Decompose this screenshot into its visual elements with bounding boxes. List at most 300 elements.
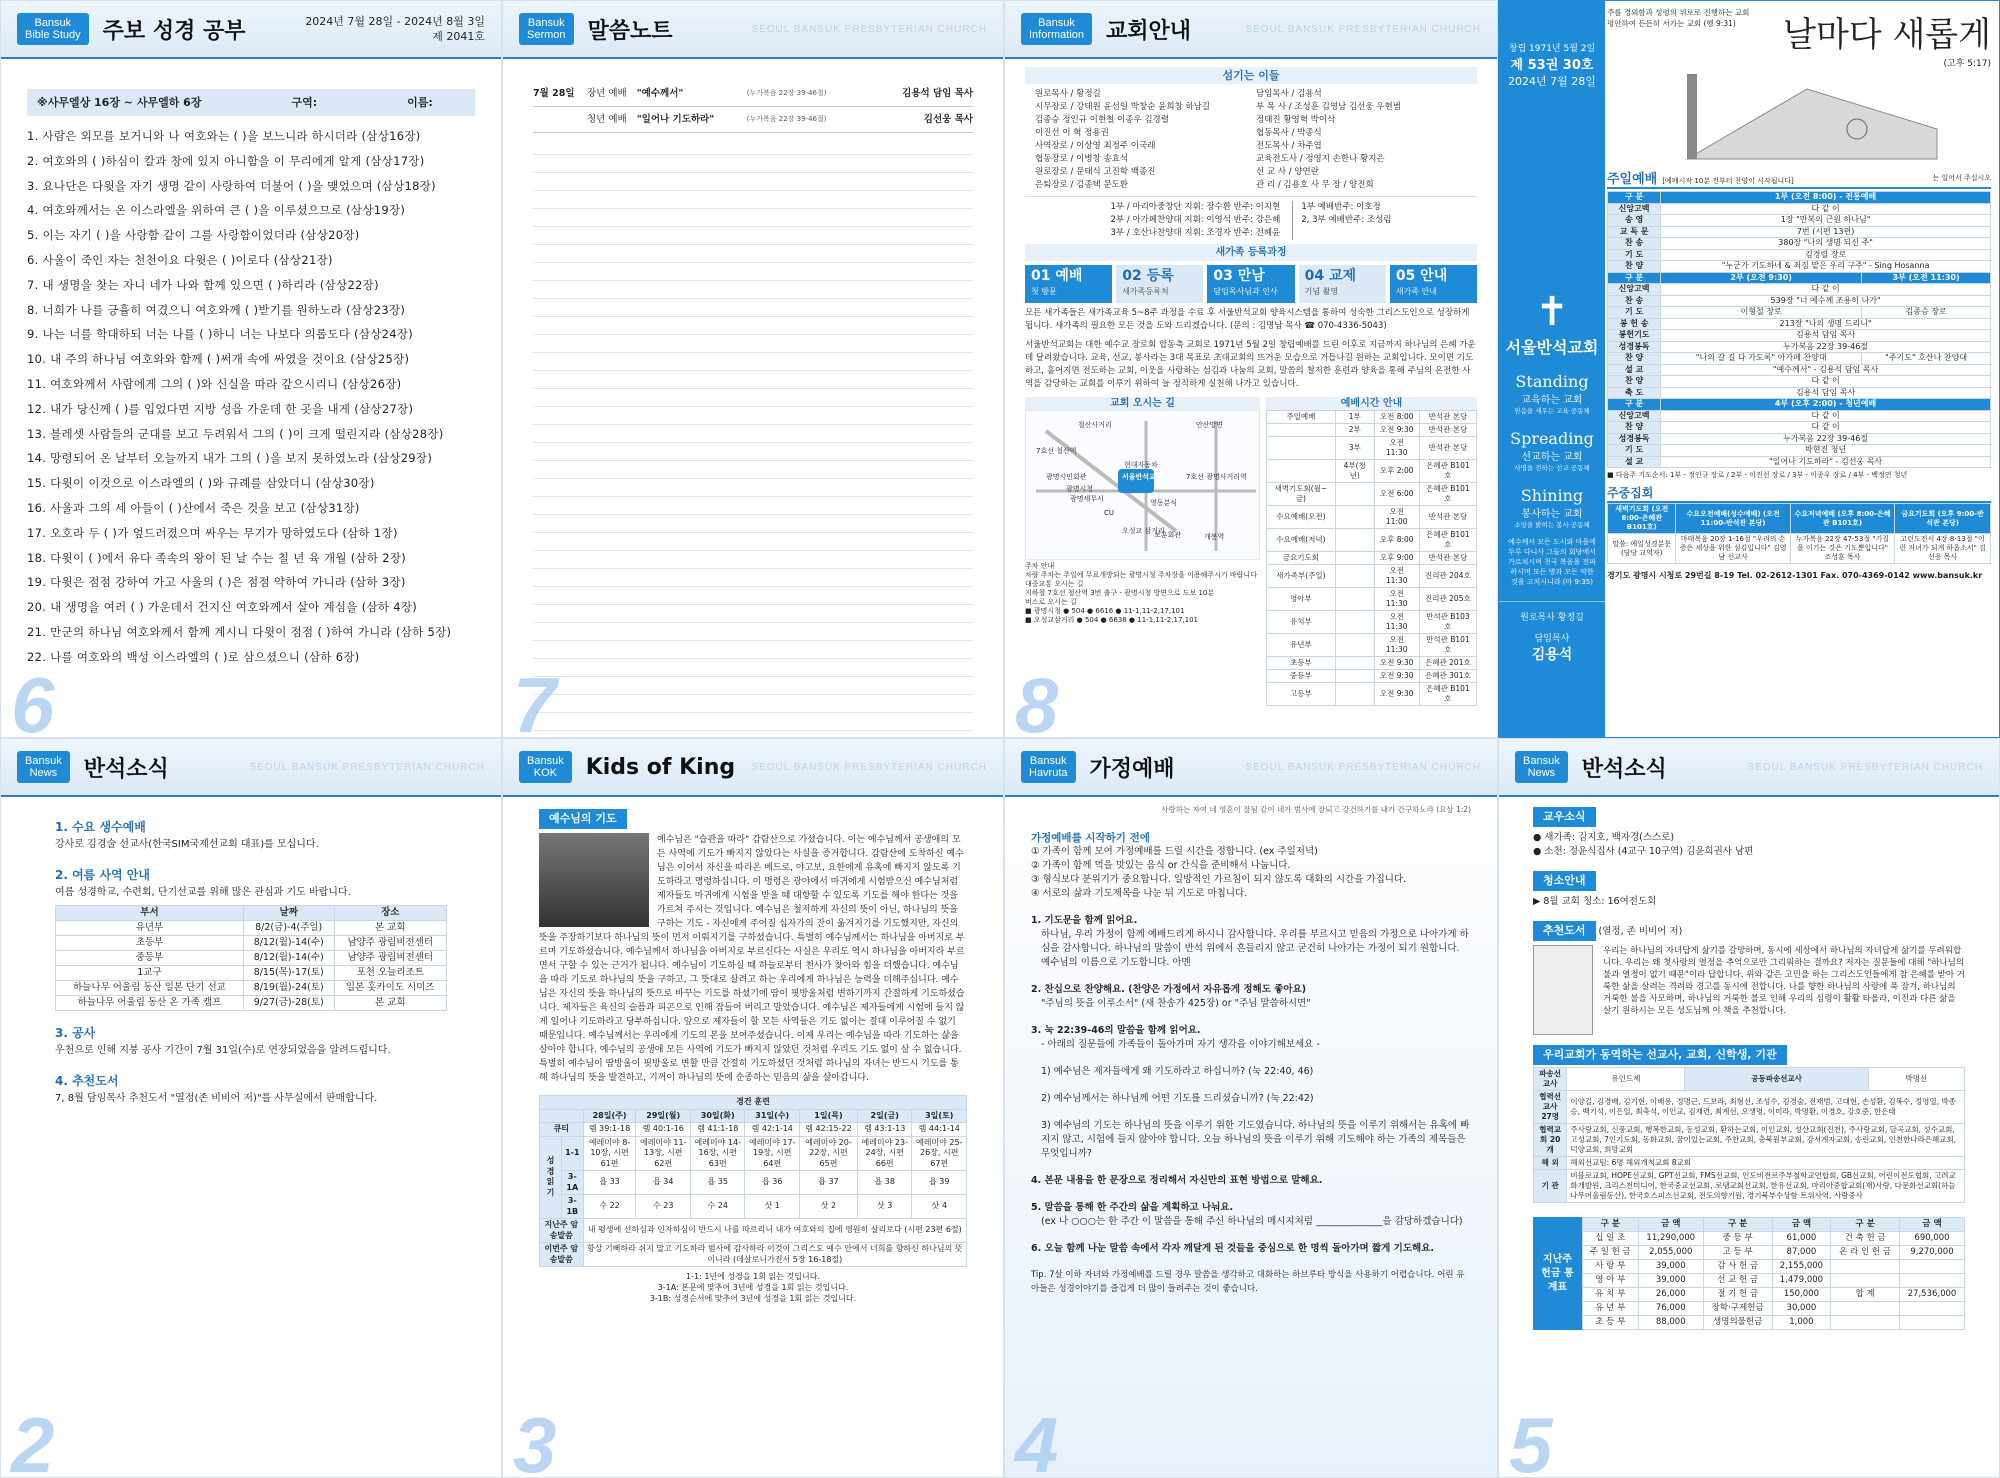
schedule-row [1267, 552, 1477, 565]
schedule-row [1267, 411, 1477, 424]
staff-entry: 부 목 사 / 조성훈 김영남 김선웅 우현범 [1256, 102, 1401, 112]
note-line[interactable] [533, 245, 973, 263]
service-row [1608, 238, 1991, 250]
note-line[interactable] [533, 317, 973, 335]
map-label: 철산사거리 [1078, 421, 1112, 429]
newcomer-step [1390, 265, 1477, 303]
partner-names: 비블로교회, HOPE선교회, GPT선교회, FMS선교회, 인도비전르주부철학교연합회, GB선교회, 어린이전도협회, 고려교화개발원, 크리스천미디어, 한국중교선교회, 로뎀교회선교회, 한유선교회, 마리아중합교회(재)사랑, 다문화선교회(하늘나무어울림동산), 한국호스피스선교회, 전도의향기원, 경기북부수상함 트위사역, 사랑중사 [1567, 1170, 1965, 1203]
table-cell: 61,000 [1772, 1232, 1831, 1246]
note-line[interactable] [533, 587, 973, 605]
table-cell: 은혜관 201호 [1419, 657, 1476, 670]
row-label: 3-1B [562, 1195, 584, 1219]
map-note: 버스로 오시는 길 [1025, 598, 1077, 606]
offering-row [1582, 1316, 1964, 1330]
devotion-cell: 욥 39 [912, 1171, 967, 1195]
service-row [1608, 284, 1991, 296]
choir-entry: 2부 / 아가페찬양대 지휘: 이영석 반주: 강은혜 [1110, 215, 1281, 225]
midweek-row [1608, 534, 1991, 564]
service-row [1608, 249, 1991, 261]
devotion-note: 1-1: 1년에 성경을 1회 읽는 것입니다. [686, 1272, 820, 1281]
sermon-row [533, 81, 973, 107]
news-2-text: 여름 성경학교, 수련회, 단기선교를 위해 많은 관심과 기도 바랍니다. [55, 887, 351, 898]
service-row [1608, 387, 1991, 399]
note-line[interactable] [533, 569, 973, 587]
page-title: 교회안내 [1106, 18, 1192, 44]
table-cell [1831, 1302, 1900, 1316]
map-label: 개봉역 [1204, 533, 1225, 541]
table-cell: 하늘나무 어울림 동산 일본 단기 선교 [56, 981, 244, 996]
table-cell: 오전 9:30 [1374, 424, 1419, 437]
table-cell: 1,479,000 [1772, 1274, 1831, 1288]
table-cell: 반석관 B101호 [1419, 634, 1476, 657]
map-note: ■ 광명시청 ● 504 ● 6616 ● 11-1,11-2,17,101 [1025, 607, 1185, 615]
note-line[interactable] [533, 353, 973, 371]
map-note: ■ 오성교삼거리 ● 504 ● 6638 ● 11-1,11-2,17,101 [1025, 616, 1198, 624]
service-name: 청년 예배 [587, 114, 627, 125]
note-line[interactable] [533, 173, 973, 191]
schedule-row [1267, 657, 1477, 670]
table-cell [1335, 529, 1374, 552]
table-cell [1831, 1260, 1900, 1274]
cleaning-item: ▶ 8월 교회 청소: 16여전도회 [1533, 896, 1657, 907]
devotion-cell: 삿 1 [745, 1195, 800, 1219]
study-question: 22. 나를 여호와의 백성 이스라엘의 ( )로 삼으셨으니 (삼하 6장) [27, 649, 360, 664]
table-cell: 87,000 [1772, 1246, 1831, 1260]
table-cell: 39,000 [1638, 1274, 1703, 1288]
column-header: 수요저녁예배 (오후 8:00-은혜관 B101호) [1790, 504, 1894, 534]
devotion-cell: 욥 36 [745, 1171, 800, 1195]
map-label: CU [1104, 509, 1115, 517]
map-label: 광명세무서 [1070, 495, 1104, 503]
note-line[interactable] [533, 407, 973, 425]
step-desc: 첫 방문 [1031, 287, 1057, 296]
column-header: 금요기도회 (오후 9:00-반석관 본당) [1895, 504, 1991, 534]
slogan [1499, 486, 1605, 529]
study-question: 18. 다윗이 ( )에서 유다 족속의 왕이 된 날 수는 칠 년 육 개월 (삼하 2장) [27, 550, 407, 565]
table-cell: 오전 9:30 [1374, 657, 1419, 670]
note-line[interactable] [533, 443, 973, 461]
step-number: 05 [1395, 268, 1416, 284]
note-line[interactable] [533, 551, 973, 569]
table-cell [1335, 634, 1374, 657]
devotion-note: 3-1A: 본문에 맞추어 3년에 성경을 1회 읽는 것입니다. [657, 1283, 849, 1292]
page-header [1005, 739, 1497, 797]
schedule-row [1267, 565, 1477, 588]
note-line[interactable] [533, 641, 973, 659]
page-number: 5 [1509, 1401, 1553, 1478]
worship-step [1031, 1024, 1471, 1052]
devotion-row [540, 1123, 967, 1137]
devotion-cell: 예레미야 14-16장, 시편 63편 [690, 1136, 745, 1171]
page-header [1, 739, 501, 797]
note-line[interactable] [533, 227, 973, 245]
study-header: ※사무엘상 16장 ~ 사무엘하 6장 구역: 이름: [27, 89, 475, 116]
note-line[interactable] [533, 281, 973, 299]
table-cell [1267, 424, 1336, 437]
study-question: 8. 너희가 나를 긍휼히 여겼으니 여호와께 ( )받기를 원하노라 (삼상23장) [27, 302, 406, 317]
partner-category: 해 외 [1534, 1157, 1567, 1170]
map-note: 주차 안내 [1025, 562, 1055, 570]
service-item-value: 누가복음 22장 39-46절 [1661, 433, 1991, 445]
service-row [1608, 215, 1991, 227]
table-cell: 중등부 [56, 951, 244, 966]
newcomer-step [1299, 265, 1386, 303]
table-cell: 새벽기도회(월~금) [1267, 483, 1336, 506]
church-watermark: SEOUL BANSUK PRESBYTERIAN CHURCH [1245, 23, 1481, 35]
service-row [1608, 410, 1991, 422]
note-line[interactable] [533, 479, 973, 497]
devotion-cell: 렘 42:1-14 [745, 1123, 800, 1137]
devotion-cell: 욥 33 [583, 1171, 636, 1195]
devotion-cell: 삿 4 [912, 1195, 967, 1219]
offering-row [1582, 1232, 1964, 1246]
note-line[interactable] [533, 515, 973, 533]
page-header [1, 1, 501, 59]
study-questions [27, 124, 475, 670]
table-cell: 오전 11:30 [1374, 437, 1419, 460]
table-cell: 초등부 [1267, 657, 1336, 670]
table-cell: 9,270,000 [1899, 1246, 1964, 1260]
partner-category: 협력교회 20개 [1534, 1124, 1567, 1157]
table-cell: 오전 9:30 [1374, 683, 1419, 706]
map-label: 보훈회관 [1154, 531, 1182, 539]
row-label: 3-1A [562, 1171, 584, 1195]
table-cell [1831, 1316, 1900, 1330]
table-cell: 유년부 [56, 921, 244, 936]
church-logo-icon: ✝ [1535, 289, 1569, 335]
partner-names: 공동파송선교사 [1685, 1068, 1869, 1091]
table-cell [1335, 670, 1374, 683]
partners-title: 우리교회가 동역하는 선교사, 교회, 신학생, 기관 [1533, 1045, 1787, 1065]
table-cell: 중등부 [1267, 670, 1336, 683]
preacher: 김선웅 목사 [923, 114, 973, 125]
service-item-value: 누가복음 22장 39-46절 [1661, 341, 1991, 353]
emeritus-pastor: 원로목사 황정길 [1499, 601, 1605, 623]
staff-entry: 원로목사 / 황정길 [1035, 89, 1101, 99]
table-cell [1899, 1302, 1964, 1316]
offering-row [1582, 1246, 1964, 1260]
table-cell: 오전 6:00 [1374, 483, 1419, 506]
note-line[interactable] [533, 533, 973, 551]
table-cell: 1,000 [1772, 1316, 1831, 1330]
table-cell: 4부(청년) [1335, 460, 1374, 483]
map-label: 서울반석교회 [1122, 473, 1163, 481]
table-cell: 진리관 204호 [1419, 565, 1476, 588]
devotion-cell: 렘 41:1-18 [690, 1123, 745, 1137]
devotion-cell: 예레미야 11-13장, 시편 62편 [636, 1136, 691, 1171]
service-item-value: 다 같 이 [1661, 284, 1991, 296]
worship-step-title: 4. 본문 내용을 한 문장으로 정리해서 자신만의 표현 방법으로 말해요. [1031, 1175, 1323, 1186]
table-cell: 반석관 본당 [1419, 552, 1476, 565]
partner-category: 기 관 [1534, 1170, 1567, 1203]
table-cell [1335, 657, 1374, 670]
staff-entry: 협동목사 / 박종식 [1256, 128, 1322, 138]
column-header: 구 분 [1703, 1218, 1772, 1232]
note-line[interactable] [533, 389, 973, 407]
page-number: 6 [11, 661, 55, 738]
map-section [1025, 397, 1260, 706]
note-line[interactable] [533, 713, 973, 731]
devotion-cell: 욥 38 [857, 1171, 912, 1195]
table-cell: 오전 11:00 [1374, 506, 1419, 529]
study-question: 4. 여호와께서는 온 이스라엘을 위하여 큰 ( )을 이루셨으므로 (삼상19장) [27, 203, 406, 218]
schedule-row [1267, 683, 1477, 706]
table-cell: 8/15(목)-17(토) [243, 966, 334, 981]
church-address: 경기도 광명시 시청로 29번길 8-19 Tel. 02-2612-1301 Fax. 070-4369-0142 www.bansuk.kr [1607, 571, 1983, 580]
map-label: 오성교 삼거리 [1122, 527, 1165, 535]
partner-names: 이양길, 김경배, 김기현, 이배용, 정명근, 드보라, 최형선, 조성수, 김경술, 전재범, 고대현, 손성환, 김복수, 정영열, 박종승, 백기석, 이은일, 최축석, 이인교, 김재련, 최계선, 오생명, 이미라, 박명환, 이경호, 강호준, 한은태 [1567, 1091, 1965, 1124]
slogan-ko: 선교하는 교회 [1521, 452, 1583, 463]
table-cell [1335, 588, 1374, 611]
devotion-cell: 렘 39:1-18 [583, 1123, 636, 1137]
note-line[interactable] [533, 371, 973, 389]
table-cell: 은혜관 B101호 [1419, 460, 1476, 483]
note-line[interactable] [533, 155, 973, 173]
devotion-row [540, 1136, 967, 1171]
step-name: 만남 [1237, 268, 1265, 284]
memory-verse-row [540, 1243, 967, 1267]
partner-category: 파송선교사 [1534, 1068, 1567, 1091]
service-row [1608, 341, 1991, 353]
worship-step-text: 1) 예수님은 제자들에게 왜 기도하라고 하십니까? (눅 22:40, 46) [1041, 1066, 1314, 1077]
table-cell: 유년부 [1267, 634, 1336, 657]
note-line[interactable] [533, 461, 973, 479]
page-header [1005, 1, 1497, 59]
service-item-label: 성경봉독 [1608, 433, 1661, 445]
table-cell: 고등부 [1267, 683, 1336, 706]
table-cell: 오전 11:30 [1374, 634, 1419, 657]
church-watermark: SEOUL BANSUK PRESBYTERIAN CHURCH [751, 761, 987, 773]
church-building-sketch [1607, 69, 1993, 164]
table-cell: 말씀: 예일성경분문 (담당 교역자) [1608, 534, 1676, 564]
partner-row [1534, 1170, 1965, 1203]
service-item-label: 신앙고백 [1608, 284, 1661, 296]
newcomer-title: 새가족 등록과정 [1025, 244, 1477, 261]
page-header [503, 1, 1003, 59]
article [539, 833, 967, 1085]
step-desc: 새가족등록처 [1122, 287, 1169, 296]
accompanist-entry: 1부 예배반주: 이호정 [1301, 202, 1381, 212]
offering-row [1582, 1288, 1964, 1302]
news-3-text: 우천으로 인해 지붕 공사 기간이 7월 31일(수)로 연장되었음을 알려드립니다. [55, 1045, 391, 1056]
step-name: 등록 [1146, 268, 1174, 284]
table-cell: 오후 9:00 [1374, 552, 1419, 565]
map-label: 광명시민회관 [1046, 473, 1087, 481]
map-label: 7호선 광명사거리역 [1186, 473, 1247, 481]
service-header-row [1608, 399, 1991, 411]
offering-row [1582, 1274, 1964, 1288]
epigraph: 사랑하는 자여 네 영혼이 잘됨 같이 네가 범사에 잘되고 강건하기를 내가 간구하노라 (요삼 1:2) [1161, 805, 1471, 814]
day-header-row [540, 1109, 967, 1123]
note-lines[interactable] [533, 137, 973, 731]
page-5-news [1498, 738, 2000, 1478]
midweek-title: 주중집회 [1607, 484, 1991, 503]
table-cell: 150,000 [1772, 1288, 1831, 1302]
note-line[interactable] [533, 497, 973, 515]
service-item-label: 송 영 [1608, 215, 1661, 227]
column-header: 날짜 [243, 906, 334, 921]
worship-step-text: 3) 예수님의 기도는 하나님의 뜻을 이루기 위한 기도였습니다. 하나님의 뜻을 이루기 위해서는 유혹에 빠지지 않고, 시험에 들지 않아야 합니다. 오늘 하나님의 뜻을 이루기 위해 기도해야 하는 가족의 제목들은 무엇입니까? [1041, 1120, 1470, 1159]
slogan-sub: 믿음을 세우는 교육 공동체 [1514, 407, 1590, 415]
table-cell: 장학·구제헌금 [1703, 1302, 1772, 1316]
table-cell: 수요예배(저녁) [1267, 529, 1336, 552]
page-7-sermon-note [502, 0, 1004, 738]
choir-entry: 1부 / 마리아중창단 지휘: 장수환 반주: 이지현 [1110, 202, 1281, 212]
before-worship-item: ④ 서로의 삶과 기도제목을 나눈 뒤 기도로 마칩니다. [1031, 888, 1248, 899]
table-cell: 30,000 [1772, 1302, 1831, 1316]
bible-reading-label: 성경읽기 [540, 1136, 562, 1219]
founded-date: 창립 1971년 5월 2일 [1508, 44, 1596, 54]
preacher: 김용석 담임 목사 [902, 88, 973, 99]
table-cell: 영 아 부 [1582, 1274, 1638, 1288]
table-cell: 2,155,000 [1772, 1260, 1831, 1274]
partner-row [1534, 1157, 1965, 1170]
slogan-ko: 교육하는 교회 [1521, 395, 1583, 406]
slogan-ko: 봉사하는 교회 [1521, 509, 1583, 520]
study-question: 19. 다윗은 점점 강하여 가고 사울의 ( )은 점점 약하여 가니라 (삼하 3장) [27, 575, 406, 590]
slogan-en: Spreading [1510, 429, 1594, 448]
book-cover-image [1533, 945, 1593, 1035]
staff-entry: 협동장로 / 이병창 송효석 [1035, 154, 1129, 164]
worship-step-text: (ex 나 ○○○는 한 주간 이 말씀을 통해 주신 하나님의 메시지처럼 ______________을 감당하겠습니다) [1041, 1216, 1463, 1227]
step-desc: 기념 촬영 [1304, 287, 1339, 296]
schedule-row [1267, 437, 1477, 460]
step-number: 02 [1122, 268, 1142, 284]
study-question: 11. 여호와께서 사람에게 그의 ( )와 신실을 따라 갚으시리니 (삼상26장) [27, 376, 402, 391]
service-item-label: 기 도 [1608, 445, 1661, 457]
schedule-row [1267, 611, 1477, 634]
note-line[interactable] [533, 191, 973, 209]
before-worship-list [1031, 845, 1471, 901]
service-item-value: 다 같 이 [1661, 410, 1991, 422]
table-cell: 수요예배(오전) [1267, 506, 1336, 529]
note-line[interactable] [533, 623, 973, 641]
service-item-label: 찬 양 [1608, 376, 1661, 388]
service-item-value: 213장 "나의 생명 드리니" [1661, 318, 1991, 330]
note-line[interactable] [533, 137, 973, 155]
tip-text: Tip. 7살 이하 자녀와 가정예배를 드릴 경우 말씀을 생각하고 대화하는 하브루타 방식을 사용하기 어렵습니다. 어린 유아들은 성경이야기를 즐겁게 더 많이 들려주는 것이 좋습니다. [1031, 1270, 1465, 1294]
partners-table [1533, 1067, 1965, 1203]
before-worship-item: ① 가족이 함께 모여 가정예배를 드릴 시간을 정합니다. (ex 주일저녁) [1031, 846, 1318, 857]
table-cell: 27,536,000 [1899, 1288, 1964, 1302]
service-item-value: "일어나 기도하라" - 김선웅 목사 [1661, 456, 1991, 468]
news-4-title: 4. 추천도서 [55, 1074, 119, 1088]
offering-table [1582, 1217, 1965, 1330]
table-cell [1335, 611, 1374, 634]
row-label: 1-1 [562, 1136, 584, 1171]
book-description: 우리는 하나님의 자녀답게 삶기를 갈망하며, 동시에 세상에서 하나님의 자녀답게 삶기를 두려워합니다. 우리는 왜 첫사랑의 열정을 추억으로만 그리워하는 걸까요? 저자는 질문들에 대해 "하나님의 불과 열정이 없기 때문"이라 답합니다. 위와 같은 고민을 하는 그리스도인들에게 참 은혜를 받아 거룩한 삶을 살려는 격려와 경고를 동시에 전합니다. 나를 향한 하나님의 사랑에 푹 잠겨, 하나님의 거룩한 불을 사모하며, 하나님의 거룩한 불로 인해 우리의 심령이 활활 타올라, 이전과 다른 삶을 살기 원하시는 모든 성도님께 이 책을 추천합니다. [1603, 946, 1965, 1016]
table-cell: 1교구 [56, 966, 244, 981]
service-item-value: 7번 (시편 13편) [1661, 226, 1991, 238]
table-cell [1335, 506, 1374, 529]
page-2-news [0, 738, 502, 1478]
note-line[interactable] [533, 425, 973, 443]
table-cell: 8/2(금)-4(주일) [243, 921, 334, 936]
study-question: 15. 다윗이 이것으로 이스라엘의 ( )와 규례를 삼았더니 (삼상30장) [27, 476, 375, 491]
service-header-row [1608, 192, 1991, 204]
table-cell: 은혜관 B101호 [1419, 483, 1476, 506]
staff-entry: 전도목사 / 차주엽 [1256, 141, 1322, 151]
section-badge: Bansuk Sermon [519, 13, 574, 45]
service-item-label: 기 도 [1608, 249, 1661, 261]
note-line[interactable] [533, 659, 973, 677]
worship-step-title: 5. 말씀을 통해 한 주간의 삶을 계획하고 나눠요. [1031, 1202, 1234, 1213]
book-name: (열정, 존 비비어 저) [1598, 926, 1683, 937]
service-item-value: 김경렬 장로 [1661, 249, 1991, 261]
sermon-title: "일어나 기도하라" [636, 114, 715, 125]
before-worship-title: 가정예배를 시작하기 전에 [1031, 832, 1150, 844]
table-cell [1335, 683, 1374, 706]
note-line[interactable] [533, 677, 973, 695]
table-cell: 마태복음 20장 1-16절 "우리의 손증은 세상을 위한 섬김입니다" 김영남 선교사 [1676, 534, 1790, 564]
table-cell: 누가복음 22장 47-53절 "기질을 이기는 것은 기도뿐입니다" 조성훈 목사 [1790, 534, 1894, 564]
section-badge: Bansuk Bible Study [17, 13, 89, 45]
service-header: 구 분 [1608, 272, 1661, 284]
devotion-row [540, 1195, 967, 1219]
study-question: 5. 이는 자기 ( )을 사랑함 같이 그를 사랑함이었더라 (삼상20장) [27, 228, 360, 243]
note-line[interactable] [533, 209, 973, 227]
worship-step [1031, 1201, 1471, 1229]
church-name: 서울반석교회 [1505, 338, 1599, 357]
schedule-title: 예배시간 안내 [1266, 397, 1477, 410]
schedule-row [1267, 634, 1477, 657]
partner-names: 해외선교팀: 6명 해외개척교회 8교회 [1567, 1157, 1965, 1170]
members-news-title: 교우소식 [1533, 807, 1596, 827]
book-recommendation [1533, 945, 1965, 1035]
ministry-row [56, 951, 447, 966]
column-header: 수요오전예배(성수예배) (오전 11:00-반석관 본당) [1676, 504, 1790, 534]
newcomer-steps [1025, 265, 1477, 303]
section-badge: Bansuk News [17, 751, 70, 783]
table-cell: 1부 [1335, 411, 1374, 424]
map-label: 광명시청 [1066, 485, 1094, 493]
partner-category: 협력선교사 27명 [1534, 1091, 1567, 1124]
page-title: 말씀노트 [587, 18, 673, 44]
table-cell: 십 일 조 [1582, 1232, 1638, 1246]
service-item-value: 다 같 이 [1661, 376, 1991, 388]
table-cell: 오전 9:30 [1374, 670, 1419, 683]
location-map[interactable] [1025, 410, 1260, 560]
slogan-sub: 사명을 전하는 선교 공동체 [1514, 464, 1590, 472]
note-line[interactable] [533, 605, 973, 623]
note-line[interactable] [533, 299, 973, 317]
devotion-notes [539, 1271, 967, 1304]
service-item-label: 설 교 [1608, 456, 1661, 468]
table-cell: 사 랑 부 [1582, 1260, 1638, 1274]
worship-step [1031, 1092, 1471, 1106]
devotion-cell: 렘 44:1-14 [912, 1123, 967, 1137]
note-line[interactable] [533, 335, 973, 353]
note-line[interactable] [533, 695, 973, 713]
table-cell: 오후 8:00 [1374, 529, 1419, 552]
devotion-table [539, 1095, 967, 1267]
table-cell: 오전 11:30 [1374, 565, 1419, 588]
memory-verse-label: 지난주 암송말씀 [540, 1219, 584, 1243]
table-cell: 은혜관 B101호 [1419, 683, 1476, 706]
service-item-value: 다 같 이 [1661, 422, 1991, 434]
table-cell [1831, 1274, 1900, 1288]
worship-step [1031, 1065, 1471, 1079]
service-row [1608, 307, 1991, 319]
table-cell: 본 교회 [334, 921, 447, 936]
note-line[interactable] [533, 263, 973, 281]
slogans [1499, 372, 1605, 529]
study-question: 6. 사울이 죽인 자는 천천이요 다윗은 ( )이로다 (삼상21장) [27, 252, 333, 267]
step-number: 03 [1213, 268, 1233, 284]
table-cell: 반석관 B103호 [1419, 611, 1476, 634]
table-cell: 남양주 광림비전센터 [334, 936, 447, 951]
memory-verse-text: 항상 기뻐하라 쉬지 말고 기도하라 범사에 감사하라 이것이 그리스도 예수 안에서 너희를 향하신 하나님의 뜻이니라 (데살로니가전서 5장 16-18절) [583, 1243, 966, 1267]
